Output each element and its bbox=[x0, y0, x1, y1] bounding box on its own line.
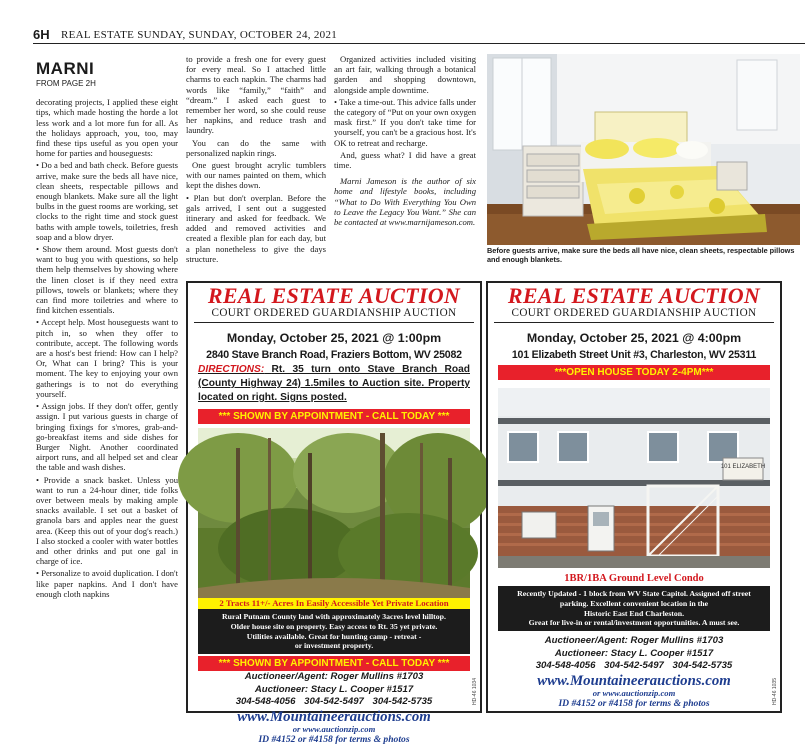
appointment-banner: *** SHOWN BY APPOINTMENT - CALL TODAY *** bbox=[198, 409, 470, 424]
auction-ad-elizabeth-street bbox=[486, 281, 782, 713]
property-description bbox=[198, 609, 470, 654]
article-column-1 bbox=[36, 60, 178, 708]
alt-website-link[interactable]: or www.auctionzip.com bbox=[592, 687, 676, 698]
website-link[interactable]: www.Mountaineerauctions.com bbox=[537, 672, 731, 689]
auctioneer-agent: Auctioneer/Agent: Roger Mullins #1703 bbox=[244, 671, 424, 683]
author-bio: Marni Jameson is the author of six home and lifestyle books, including “What to Do With Everything You Own to Leave the Legacy You Want.” She can be contacted at www.marnijameson.com. bbox=[334, 176, 476, 228]
auction-date: Monday, October 25, 2021 @ 4:00pm bbox=[526, 331, 742, 345]
website-link[interactable]: www.Mountaineerauctions.com bbox=[237, 708, 431, 725]
building-sign: 101 ELIZABETH bbox=[720, 464, 766, 470]
directions-label: DIRECTIONS: bbox=[198, 364, 265, 375]
ad-title: REAL ESTATE AUCTION bbox=[507, 283, 761, 308]
article-column-3 bbox=[334, 54, 476, 274]
alt-website-link[interactable]: or www.auctionzip.com bbox=[292, 723, 376, 734]
ad-subtitle: COURT ORDERED GUARDIANSHIP AUCTION bbox=[494, 307, 774, 323]
auction-address: 101 Elizabeth Street Unit #3, Charleston, WV 25311 bbox=[511, 349, 757, 361]
article-paragraph: • Plan but don't overplan. Before the gals arrived, I sent out a suggested itinerary and asked for feedback. We added and removed activities and created a flexible plan for each day, but a plan nonetheless to give the days structure. bbox=[186, 192, 326, 264]
auction-directions bbox=[198, 363, 470, 405]
photo-caption: Before guests arrive, make sure the beds all have nice, clean sheets, respectable pillows and enough blankets. bbox=[487, 246, 795, 264]
ad-title: REAL ESTATE AUCTION bbox=[207, 283, 461, 308]
auction-date: Monday, October 25, 2021 @ 1:00pm bbox=[226, 331, 442, 345]
article-paragraph: And, guess what? I did have a great time. bbox=[334, 149, 476, 171]
article-paragraph: to provide a fresh one for every guest for every meal. So I attached little charms to each napkin. The charms had words like “family,” “faith” and “dream.” I asked each guest to remember her word, so she could reuse her napkins, and reduce trash and laundry. bbox=[186, 54, 326, 136]
auction-ids: ID #4152 or #4158 for terms & photos bbox=[558, 698, 710, 710]
article-paragraph: • Assign jobs. If they don't offer, gently assign. I put various guests in charge of bringing fixings for s'mores, grab-and-go-breakfast items and side dishes for Burger Night. Another coordinated airport runs, and all helped set and clear the table and wash dishes. bbox=[36, 401, 178, 473]
ad-code: HD-46 1035 bbox=[772, 678, 778, 705]
page-header bbox=[33, 26, 805, 44]
description-line: or investment property. bbox=[294, 641, 374, 651]
condo-photo bbox=[498, 388, 770, 568]
phone-numbers: 304-548-4056 304-542-5497 304-542-5735 bbox=[535, 660, 733, 672]
article-paragraph: • Provide a snack basket. Unless you want to run a 24-hour diner, tide folks over between meals by making ample snacks available. I set out a basket of granola bars and apples near the guest area. (Keep this out of your dog's reach.) I also stocked a cooler with water bottles and other drinks and put one gal in charge of ice. bbox=[36, 474, 178, 567]
article-kicker: MARNI bbox=[36, 59, 95, 78]
description-line: Utilities available. Great for hunting camp - retreat - bbox=[246, 631, 422, 641]
condo-strip: 1BR/1BA Ground Level Condo bbox=[498, 572, 770, 586]
open-house-banner: ***OPEN HOUSE TODAY 2-4PM*** bbox=[498, 365, 770, 380]
property-description bbox=[498, 586, 770, 631]
auction-ad-stave-branch bbox=[186, 281, 482, 745]
bedroom-photo bbox=[487, 54, 800, 245]
auctioneer-name: Auctioneer: Stacy L. Cooper #1517 bbox=[554, 647, 714, 659]
article-paragraph: You can do the same with personalized napkin rings. bbox=[186, 137, 326, 158]
ad-code: HD-46 1034 bbox=[472, 678, 478, 705]
land-photo bbox=[198, 428, 470, 598]
description-line: parking. Excellent convenient location in the bbox=[559, 598, 709, 608]
article-paragraph: • Do a bed and bath check. Before guests arrive, make sure the beds all have nice, clean sheets, respectable pillows and enough blankets. Make sure all the light bulbs in the guest rooms are working, set clocks to the right time and stock guest baths with ample towels, toiletries, fresh soap and a blow dryer. bbox=[36, 160, 178, 242]
description-line: Rural Putnam County land with approximately 3acres level hilltop. bbox=[222, 612, 446, 621]
article-paragraph: Organized activities included visiting an art fair, walking through a botanical garden and shopping downtown, alongside ample downtime. bbox=[334, 54, 476, 95]
article-paragraph: • Accept help. Most houseguests want to pitch in, so when they offer to contribute, accept. The following words are a host's best friend: How can I help? Or, What can I bring? This is your moment. The key to enjoying your own gatherings is to not do everything yourself. bbox=[36, 317, 178, 399]
auctioneer-name: Auctioneer: Stacy L. Cooper #1517 bbox=[254, 683, 414, 695]
phone-numbers: 304-548-4056 304-542-5497 304-542-5735 bbox=[235, 696, 433, 708]
appointment-banner-bottom: *** SHOWN BY APPOINTMENT - CALL TODAY *** bbox=[198, 656, 470, 671]
article-paragraph: • Personalize to avoid duplication. I don't like paper napkins. And I don't have enough cloth napkins bbox=[36, 568, 178, 599]
description-line: Great for live-in or rental/investment opportunities. A must see. bbox=[528, 618, 740, 628]
description-line: Recently Updated - 1 block from WV State Capitol. Assigned off street bbox=[517, 589, 751, 598]
tract-strip: 2 Tracts 11+/- Acres In Easily Accessible Yet Private Location bbox=[198, 598, 470, 609]
description-line: Historic East End Charleston. bbox=[583, 608, 685, 618]
article-column-2 bbox=[186, 54, 326, 274]
ad-subtitle: COURT ORDERED GUARDIANSHIP AUCTION bbox=[194, 307, 474, 323]
section-dateline: REAL ESTATE SUNDAY, SUNDAY, OCTOBER 24, 2021 bbox=[61, 29, 338, 41]
directions-text: Rt. 35 turn onto Stave Branch Road (County Highway 24) 1.5miles to Auction site. Property located on right. Signs posted. bbox=[198, 364, 470, 403]
article-paragraph: One guest brought acrylic tumblers with our names painted on them, which kept the dishes down. bbox=[186, 160, 326, 191]
article-paragraph: • Show them around. Most guests don't want to bug you with questions, so help them help themselves by showing where the linen closet is if they need extra pillows, towels or blankets; where they can find more toiletries and where to find kitchen essentials. bbox=[36, 244, 178, 316]
page-number: 6H bbox=[33, 27, 50, 42]
auction-address: 2840 Stave Branch Road, Fraziers Bottom, WV 25082 bbox=[206, 349, 462, 361]
article-paragraph: decorating projects, I applied these eight tips, which made hosting the horde a lot less work and a lot more fun for all. As the holidays approach, you, too, may find these tips useful as you open your home for parties and houseguests: bbox=[36, 97, 178, 159]
auctioneer-agent: Auctioneer/Agent: Roger Mullins #1703 bbox=[544, 635, 724, 647]
article-paragraph: • Take a time-out. This advice falls under the category of “Put on your own oxygen mask first.” If you don't take time for yourself, you can't be a gracious host. It's OK to retreat and recharge. bbox=[334, 96, 477, 148]
description-line: Older house site on property. Easy access to Rt. 35 yet private. bbox=[230, 621, 438, 631]
jump-line: FROM PAGE 2H bbox=[36, 79, 96, 88]
auction-ids: ID #4152 or #4158 for terms & photos bbox=[258, 734, 410, 745]
